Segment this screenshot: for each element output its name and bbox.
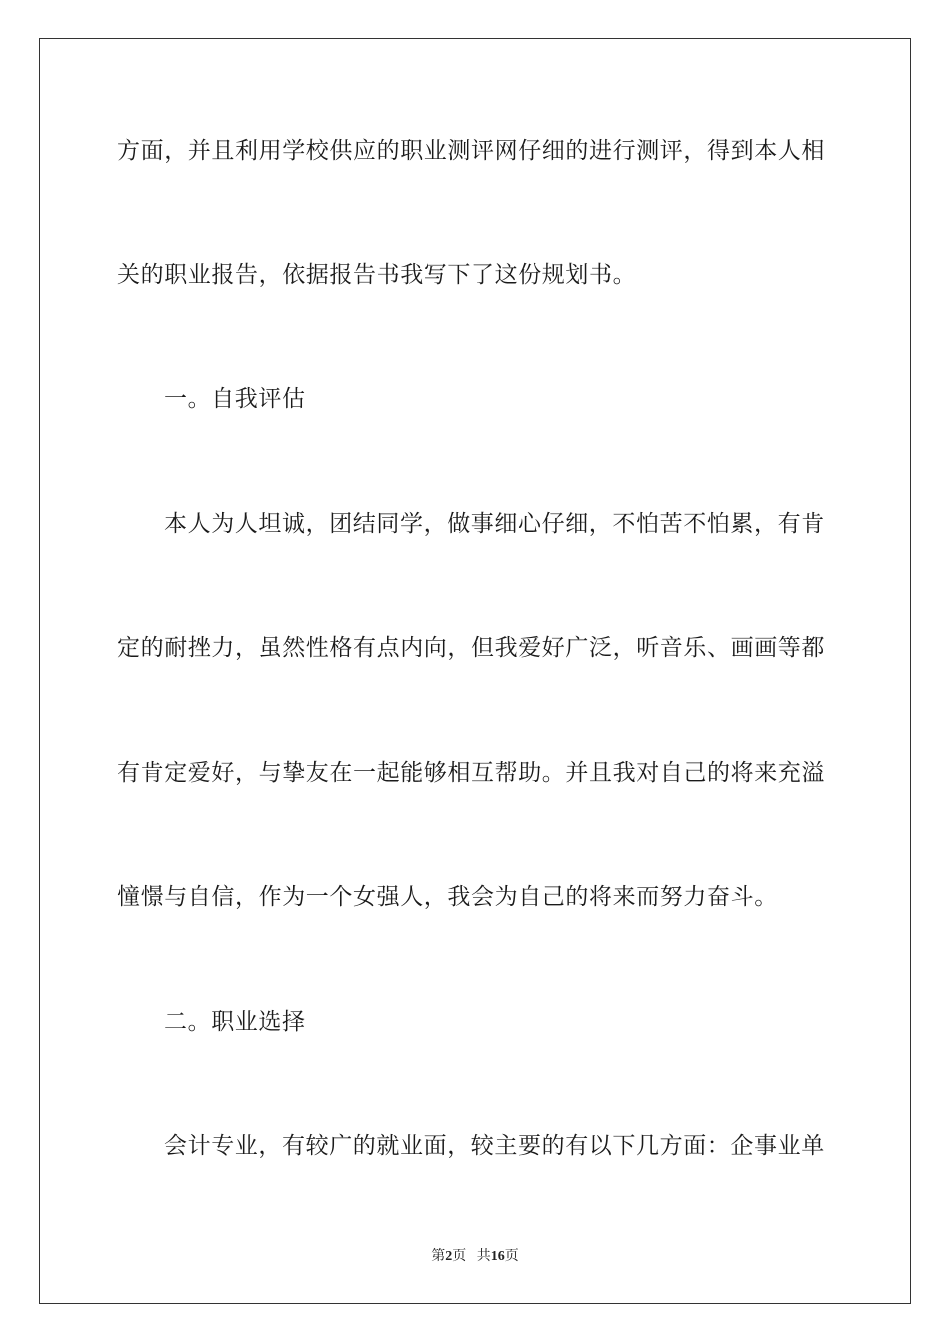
body-text-line-3: 本人为人坦诚，团结同学，做事细心仔细，不怕苦不怕累，有肯 [164,511,825,537]
section-heading-self-assessment: 一。自我评估 [164,386,306,412]
body-text-line-4: 定的耐挫力，虽然性格有点内向，但我爱好广泛，听音乐、画画等都 [117,635,825,661]
footer-total-number: 16 [490,1249,505,1264]
page-border [39,38,911,1304]
page-footer [0,1248,950,1266]
footer-page-prefix: 第 [431,1249,446,1264]
section-heading-career-choice: 二。职业选择 [164,1009,306,1035]
footer-page-number: 2 [445,1249,453,1264]
body-text-line-2: 关的职业报告，依据报告书我写下了这份规划书。 [117,262,637,288]
footer-page-suffix: 页 [452,1249,467,1264]
body-text-line-5: 有肯定爱好，与挚友在一起能够相互帮助。并且我对自己的将来充溢 [117,760,825,786]
footer-total-prefix: 共 [476,1249,491,1264]
body-text-line-6: 憧憬与自信，作为一个女强人，我会为自己的将来而努力奋斗。 [117,884,778,910]
body-text-line-7: 会计专业，有较广的就业面，较主要的有以下几方面：企事业单 [164,1133,825,1159]
footer-total-suffix: 页 [504,1249,519,1264]
body-text-line-1: 方面，并且利用学校供应的职业测评网仔细的进行测评，得到本人相 [117,138,825,164]
